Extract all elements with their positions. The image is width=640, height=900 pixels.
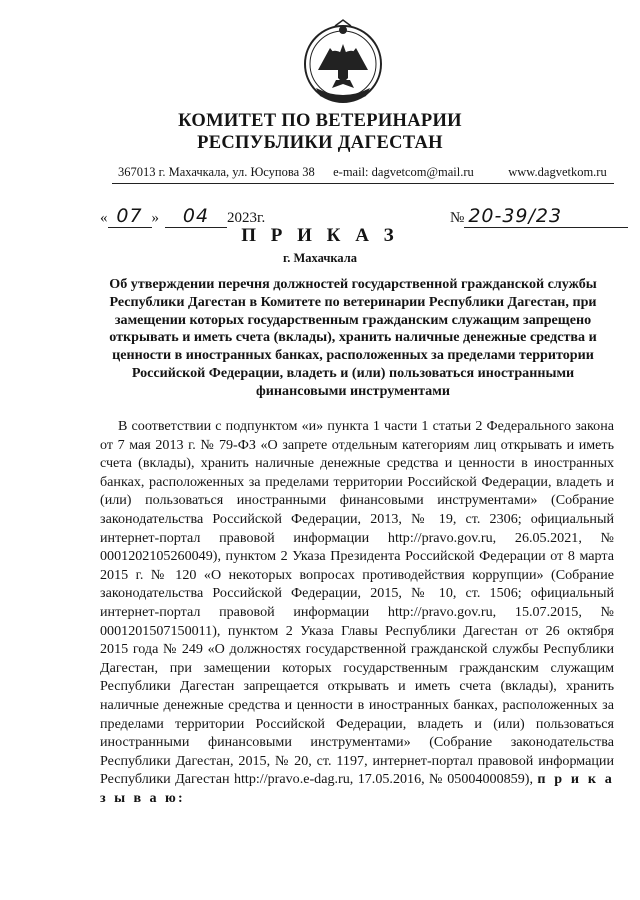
coat-of-arms-emblem	[302, 18, 384, 110]
date-day: 07	[108, 205, 152, 228]
organization-name-line1: КОМИТЕТ ПО ВЕТЕРИНАРИИ	[178, 111, 462, 131]
organization-name-line2: РЕСПУБЛИКИ ДАГЕСТАН	[197, 133, 443, 153]
date-month: 04	[165, 205, 227, 228]
email: e-mail: dagvetcom@mail.ru	[333, 165, 474, 179]
website: www.dagvetkom.ru	[508, 165, 607, 179]
date-open-quote: «	[100, 210, 108, 226]
document-title: П Р И К А З	[241, 225, 399, 246]
document-body	[100, 417, 614, 807]
number-sign: №	[450, 210, 465, 226]
number-value: 20-39/23	[464, 205, 628, 228]
date-close-quote: »	[151, 210, 159, 226]
document-city: г. Махачкала	[282, 251, 358, 265]
header-divider	[112, 183, 614, 184]
body-paragraph: В соответствии с подпунктом «и» пункта 1 части 1 статьи 2 Федерального закона от 7 мая 2013 г. № 79-ФЗ «О запрете отдельным категориям лиц открывать и иметь счета (вклады), хранить наличные денежные средства и ценности в иностранных банках, расположенных за пределами территории Российской Федерации, владеть и (или) пользоваться иностранными финансовыми инструментами» (Собрание законодательства Российской Федерации, 2013, № 19, ст. 2306; официальный интернет-портал правовой информации http://pravo.gov.ru, 26.05.2021, № 0001202105260049), пунктом 2 Указа Президента Российской Федерации от 8 марта 2015 г. № 120 «О некоторых вопросах противодействия коррупции» (Собрание законодательства Российской Федерации, 2015, № 10, ст. 1506; официальный интернет-портал правовой информации http://pravo.gov.ru, 15.07.2015, № 0001201507150011), пунктом 2 Указа Главы Республики Дагестан от 26 октября 2015 года № 249 «О должностях государственной гражданской службы Республики Дагестан, при замещении которых государственным гражданским служащим Республики Дагестан запрещается открывать и иметь счета (вклады), хранить наличные денежные средства и ценности в иностранных банках, расположенных за пределами территории Российской Федерации, владеть и (или) пользоваться иностранными финансовыми инструментами» (Собрание законодательства Республики Дагестан, 2015, № 20, ст. 1197, интернет-портал правовой информации Республики Дагестан http://pravo.e-dag.ru, 17.05.2016, № 05004000859),	[100, 418, 614, 788]
contact-line	[118, 165, 618, 180]
document-subject: Об утверждении перечня должностей государственной гражданской службы Республики Дагестан в Комитете по ветеринарии Республики Дагестан, при замещении которых государственным гражданским служащим запрещено открывать и иметь счета (вклады), хранить наличные денежные средства и ценности в иностранных банках, расположенных за пределами территории Российской Федерации, владеть и (или) пользоваться иностранными финансовыми инструментами	[109, 276, 597, 399]
address: 367013 г. Махачкала, ул. Юсупова 38	[118, 165, 315, 179]
date-year: 2023г.	[227, 210, 266, 226]
command-word: п р и к а з ы в а ю:	[100, 771, 615, 806]
